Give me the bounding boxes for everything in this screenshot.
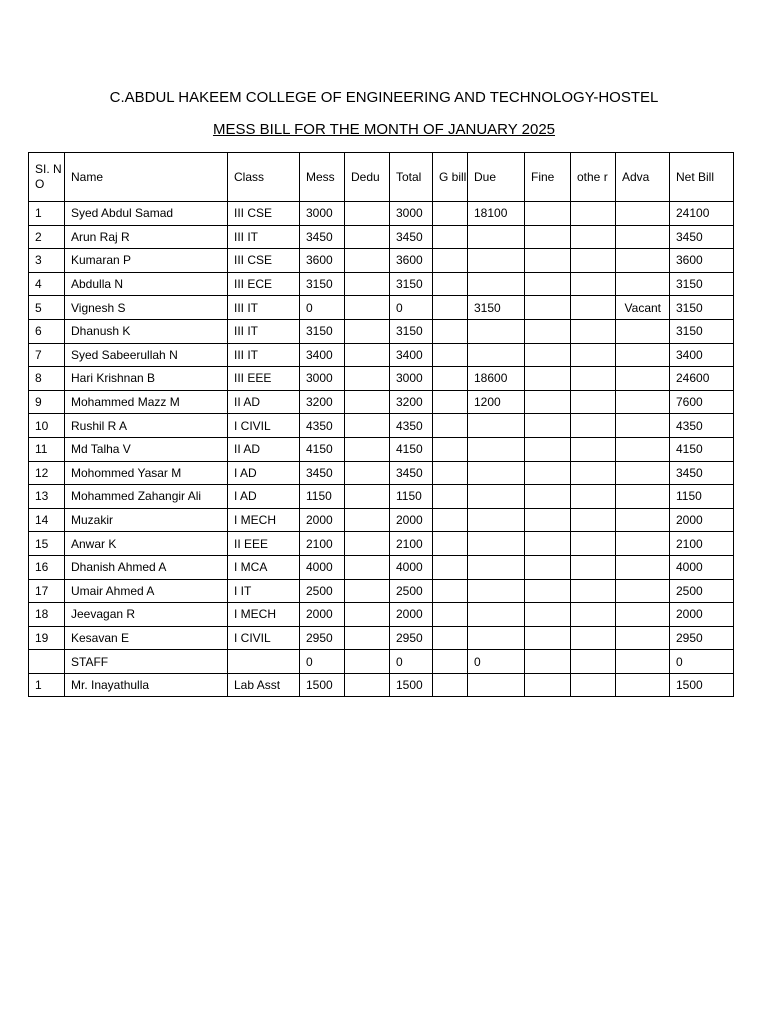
cell-due: 18100: [468, 202, 525, 226]
cell-slno: 3: [29, 249, 65, 273]
cell-due: [468, 272, 525, 296]
cell-mess: 1150: [300, 485, 345, 509]
cell-due: [468, 626, 525, 650]
table-row: [29, 626, 734, 650]
cell-due: [468, 603, 525, 627]
cell-class: Lab Asst: [228, 673, 300, 697]
cell-slno: 15: [29, 532, 65, 556]
cell-fine: [525, 202, 571, 226]
cell-total: 0: [390, 650, 433, 674]
cell-dedu: [345, 555, 390, 579]
cell-fine: [525, 461, 571, 485]
cell-gbill: [433, 555, 468, 579]
cell-fine: [525, 343, 571, 367]
cell-fine: [525, 390, 571, 414]
col-header-netbill: Net Bill: [670, 153, 734, 202]
cell-net: 2000: [670, 508, 734, 532]
cell-class: I AD: [228, 461, 300, 485]
cell-mess: 3150: [300, 272, 345, 296]
cell-other: [571, 532, 616, 556]
table-row: [29, 249, 734, 273]
table-row: [29, 202, 734, 226]
cell-other: [571, 414, 616, 438]
cell-fine: [525, 272, 571, 296]
cell-adva: [616, 508, 670, 532]
cell-net: 3600: [670, 249, 734, 273]
cell-net: 4150: [670, 437, 734, 461]
cell-total: 4000: [390, 555, 433, 579]
cell-net: 3150: [670, 272, 734, 296]
cell-name: Rushil R A: [65, 414, 228, 438]
cell-slno: 10: [29, 414, 65, 438]
col-header-mess: Mess: [300, 153, 345, 202]
table-row: [29, 485, 734, 509]
cell-total: 2000: [390, 603, 433, 627]
table-row: [29, 367, 734, 391]
cell-dedu: [345, 579, 390, 603]
cell-slno: 17: [29, 579, 65, 603]
cell-gbill: [433, 272, 468, 296]
col-header-class: Class: [228, 153, 300, 202]
cell-total: 2100: [390, 532, 433, 556]
cell-dedu: [345, 532, 390, 556]
cell-class: I AD: [228, 485, 300, 509]
cell-gbill: [433, 225, 468, 249]
cell-name: Umair Ahmed A: [65, 579, 228, 603]
cell-name: STAFF: [65, 650, 228, 674]
cell-adva: [616, 319, 670, 343]
cell-gbill: [433, 343, 468, 367]
cell-mess: 2100: [300, 532, 345, 556]
cell-mess: 2000: [300, 508, 345, 532]
cell-name: Syed Sabeerullah N: [65, 343, 228, 367]
cell-mess: 4150: [300, 437, 345, 461]
cell-due: [468, 319, 525, 343]
cell-adva: [616, 603, 670, 627]
cell-total: 3450: [390, 461, 433, 485]
cell-net: 4000: [670, 555, 734, 579]
table-row: [29, 603, 734, 627]
cell-fine: [525, 555, 571, 579]
table-body: [29, 202, 734, 697]
cell-due: 3150: [468, 296, 525, 320]
cell-adva: Vacant: [616, 296, 670, 320]
cell-class: III CSE: [228, 202, 300, 226]
cell-slno: 6: [29, 319, 65, 343]
cell-total: 2000: [390, 508, 433, 532]
cell-adva: [616, 414, 670, 438]
cell-other: [571, 461, 616, 485]
cell-dedu: [345, 673, 390, 697]
cell-slno: 8: [29, 367, 65, 391]
cell-mess: 3000: [300, 202, 345, 226]
cell-dedu: [345, 485, 390, 509]
cell-name: Vignesh S: [65, 296, 228, 320]
cell-mess: 3000: [300, 367, 345, 391]
cell-name: Kumaran P: [65, 249, 228, 273]
cell-mess: 0: [300, 650, 345, 674]
cell-slno: 2: [29, 225, 65, 249]
cell-gbill: [433, 390, 468, 414]
cell-other: [571, 626, 616, 650]
cell-net: 3400: [670, 343, 734, 367]
col-header-other: othe r: [571, 153, 616, 202]
cell-class: II AD: [228, 390, 300, 414]
cell-adva: [616, 650, 670, 674]
cell-slno: 18: [29, 603, 65, 627]
cell-dedu: [345, 272, 390, 296]
cell-fine: [525, 485, 571, 509]
cell-other: [571, 249, 616, 273]
cell-name: Kesavan E: [65, 626, 228, 650]
cell-due: [468, 673, 525, 697]
col-header-fine: Fine: [525, 153, 571, 202]
cell-fine: [525, 650, 571, 674]
cell-due: 1200: [468, 390, 525, 414]
cell-dedu: [345, 343, 390, 367]
cell-other: [571, 555, 616, 579]
cell-adva: [616, 202, 670, 226]
cell-dedu: [345, 414, 390, 438]
cell-total: 3450: [390, 225, 433, 249]
cell-name: Abdulla N: [65, 272, 228, 296]
col-header-name: Name: [65, 153, 228, 202]
cell-name: Mr. Inayathulla: [65, 673, 228, 697]
cell-gbill: [433, 296, 468, 320]
cell-name: Mohammed Zahangir Ali: [65, 485, 228, 509]
table-row: [29, 225, 734, 249]
cell-due: [468, 555, 525, 579]
cell-other: [571, 485, 616, 509]
cell-other: [571, 272, 616, 296]
cell-gbill: [433, 202, 468, 226]
cell-other: [571, 508, 616, 532]
cell-dedu: [345, 508, 390, 532]
cell-class: I MECH: [228, 603, 300, 627]
cell-adva: [616, 461, 670, 485]
cell-due: [468, 414, 525, 438]
cell-due: [468, 343, 525, 367]
cell-gbill: [433, 414, 468, 438]
cell-net: 3450: [670, 461, 734, 485]
cell-total: 2950: [390, 626, 433, 650]
cell-fine: [525, 319, 571, 343]
cell-other: [571, 225, 616, 249]
cell-gbill: [433, 532, 468, 556]
cell-fine: [525, 673, 571, 697]
cell-total: 3150: [390, 319, 433, 343]
cell-name: Muzakir: [65, 508, 228, 532]
cell-fine: [525, 225, 571, 249]
document-subtitle: [0, 121, 768, 138]
cell-class: I CIVIL: [228, 414, 300, 438]
table-row: [29, 414, 734, 438]
cell-total: 4350: [390, 414, 433, 438]
cell-name: Mohammed Mazz M: [65, 390, 228, 414]
cell-slno: 12: [29, 461, 65, 485]
cell-mess: 3600: [300, 249, 345, 273]
cell-slno: 14: [29, 508, 65, 532]
cell-dedu: [345, 319, 390, 343]
cell-fine: [525, 437, 571, 461]
cell-fine: [525, 532, 571, 556]
cell-net: 3450: [670, 225, 734, 249]
cell-net: 24100: [670, 202, 734, 226]
cell-due: 0: [468, 650, 525, 674]
cell-adva: [616, 579, 670, 603]
cell-mess: 4000: [300, 555, 345, 579]
cell-adva: [616, 343, 670, 367]
cell-dedu: [345, 603, 390, 627]
cell-mess: 3400: [300, 343, 345, 367]
cell-due: [468, 579, 525, 603]
cell-dedu: [345, 461, 390, 485]
cell-other: [571, 296, 616, 320]
cell-name: Dhanish Ahmed A: [65, 555, 228, 579]
col-header-total: Total: [390, 153, 433, 202]
cell-total: 1150: [390, 485, 433, 509]
cell-dedu: [345, 202, 390, 226]
cell-due: [468, 437, 525, 461]
cell-other: [571, 650, 616, 674]
cell-gbill: [433, 673, 468, 697]
cell-due: [468, 532, 525, 556]
table-row: [29, 296, 734, 320]
cell-gbill: [433, 367, 468, 391]
cell-total: 1500: [390, 673, 433, 697]
cell-slno: 1: [29, 202, 65, 226]
cell-due: [468, 461, 525, 485]
cell-fine: [525, 603, 571, 627]
cell-slno: 19: [29, 626, 65, 650]
table-row: [29, 579, 734, 603]
cell-slno: 1: [29, 673, 65, 697]
cell-mess: 0: [300, 296, 345, 320]
cell-class: I MCA: [228, 555, 300, 579]
cell-fine: [525, 508, 571, 532]
cell-gbill: [433, 626, 468, 650]
cell-gbill: [433, 437, 468, 461]
cell-net: 2000: [670, 603, 734, 627]
cell-gbill: [433, 319, 468, 343]
cell-due: [468, 485, 525, 509]
cell-fine: [525, 249, 571, 273]
cell-class: I IT: [228, 579, 300, 603]
cell-mess: 3450: [300, 461, 345, 485]
col-header-due: Due: [468, 153, 525, 202]
cell-adva: [616, 390, 670, 414]
table-header-row: [29, 153, 734, 202]
cell-other: [571, 673, 616, 697]
cell-dedu: [345, 390, 390, 414]
cell-other: [571, 319, 616, 343]
cell-adva: [616, 555, 670, 579]
cell-class: III CSE: [228, 249, 300, 273]
cell-adva: [616, 272, 670, 296]
cell-name: Md Talha V: [65, 437, 228, 461]
cell-adva: [616, 532, 670, 556]
cell-total: 3000: [390, 202, 433, 226]
cell-total: 0: [390, 296, 433, 320]
cell-fine: [525, 579, 571, 603]
table-row: [29, 343, 734, 367]
cell-other: [571, 202, 616, 226]
cell-slno: 7: [29, 343, 65, 367]
cell-name: Mohommed Yasar M: [65, 461, 228, 485]
cell-total: 2500: [390, 579, 433, 603]
cell-slno: 13: [29, 485, 65, 509]
cell-total: 3400: [390, 343, 433, 367]
cell-net: 1150: [670, 485, 734, 509]
cell-gbill: [433, 603, 468, 627]
table-row: [29, 650, 734, 674]
cell-other: [571, 603, 616, 627]
cell-mess: 4350: [300, 414, 345, 438]
cell-mess: 2000: [300, 603, 345, 627]
cell-mess: 3200: [300, 390, 345, 414]
cell-class: II EEE: [228, 532, 300, 556]
table-row: [29, 272, 734, 296]
cell-class: I CIVIL: [228, 626, 300, 650]
table-row: [29, 437, 734, 461]
cell-class: II AD: [228, 437, 300, 461]
cell-slno: 9: [29, 390, 65, 414]
cell-due: [468, 225, 525, 249]
cell-slno: 16: [29, 555, 65, 579]
table-row: [29, 508, 734, 532]
mess-bill-table: [28, 152, 734, 697]
cell-net: 24600: [670, 367, 734, 391]
cell-net: 2950: [670, 626, 734, 650]
cell-class: III IT: [228, 319, 300, 343]
cell-adva: [616, 249, 670, 273]
cell-name: Arun Raj R: [65, 225, 228, 249]
cell-other: [571, 390, 616, 414]
cell-mess: 3150: [300, 319, 345, 343]
cell-other: [571, 579, 616, 603]
cell-gbill: [433, 461, 468, 485]
cell-dedu: [345, 249, 390, 273]
table-row: [29, 532, 734, 556]
cell-adva: [616, 437, 670, 461]
cell-net: 3150: [670, 319, 734, 343]
cell-adva: [616, 673, 670, 697]
cell-other: [571, 437, 616, 461]
cell-total: 4150: [390, 437, 433, 461]
col-header-slno: SI. NO: [29, 153, 65, 202]
table-row: [29, 390, 734, 414]
cell-adva: [616, 225, 670, 249]
cell-class: III IT: [228, 225, 300, 249]
cell-net: 0: [670, 650, 734, 674]
cell-slno: 4: [29, 272, 65, 296]
cell-dedu: [345, 225, 390, 249]
cell-total: 3000: [390, 367, 433, 391]
cell-name: Syed Abdul Samad: [65, 202, 228, 226]
cell-name: Jeevagan R: [65, 603, 228, 627]
col-header-dedu: Dedu: [345, 153, 390, 202]
cell-adva: [616, 367, 670, 391]
cell-class: [228, 650, 300, 674]
cell-dedu: [345, 367, 390, 391]
cell-slno: 5: [29, 296, 65, 320]
cell-due: [468, 508, 525, 532]
cell-fine: [525, 414, 571, 438]
cell-gbill: [433, 508, 468, 532]
cell-adva: [616, 626, 670, 650]
cell-net: 1500: [670, 673, 734, 697]
cell-total: 3200: [390, 390, 433, 414]
cell-gbill: [433, 485, 468, 509]
col-header-gbill: G bill: [433, 153, 468, 202]
table-row: [29, 461, 734, 485]
cell-net: 4350: [670, 414, 734, 438]
table-row: [29, 555, 734, 579]
cell-fine: [525, 296, 571, 320]
cell-other: [571, 343, 616, 367]
cell-name: Hari Krishnan B: [65, 367, 228, 391]
cell-gbill: [433, 579, 468, 603]
cell-due: 18600: [468, 367, 525, 391]
cell-class: III EEE: [228, 367, 300, 391]
cell-class: I MECH: [228, 508, 300, 532]
cell-mess: 1500: [300, 673, 345, 697]
cell-gbill: [433, 249, 468, 273]
cell-net: 3150: [670, 296, 734, 320]
document-title: C.ABDUL HAKEEM COLLEGE OF ENGINEERING AND TECHNOLOGY-HOSTEL: [109, 89, 659, 106]
cell-mess: 2950: [300, 626, 345, 650]
cell-name: Anwar K: [65, 532, 228, 556]
cell-dedu: [345, 296, 390, 320]
cell-mess: 3450: [300, 225, 345, 249]
cell-net: 7600: [670, 390, 734, 414]
cell-slno: 11: [29, 437, 65, 461]
table-row: [29, 319, 734, 343]
col-header-adva: Adva: [616, 153, 670, 202]
cell-class: III ECE: [228, 272, 300, 296]
cell-other: [571, 367, 616, 391]
cell-class: III IT: [228, 343, 300, 367]
cell-adva: [616, 485, 670, 509]
cell-class: III IT: [228, 296, 300, 320]
cell-slno: [29, 650, 65, 674]
cell-total: 3150: [390, 272, 433, 296]
cell-name: Dhanush K: [65, 319, 228, 343]
cell-gbill: [433, 650, 468, 674]
cell-fine: [525, 626, 571, 650]
cell-net: 2500: [670, 579, 734, 603]
cell-mess: 2500: [300, 579, 345, 603]
cell-fine: [525, 367, 571, 391]
cell-total: 3600: [390, 249, 433, 273]
subtitle-text: MESS BILL FOR THE MONTH OF JANUARY 2025: [212, 121, 556, 138]
cell-due: [468, 249, 525, 273]
cell-net: 2100: [670, 532, 734, 556]
cell-dedu: [345, 626, 390, 650]
cell-dedu: [345, 437, 390, 461]
cell-dedu: [345, 650, 390, 674]
table-row: [29, 673, 734, 697]
